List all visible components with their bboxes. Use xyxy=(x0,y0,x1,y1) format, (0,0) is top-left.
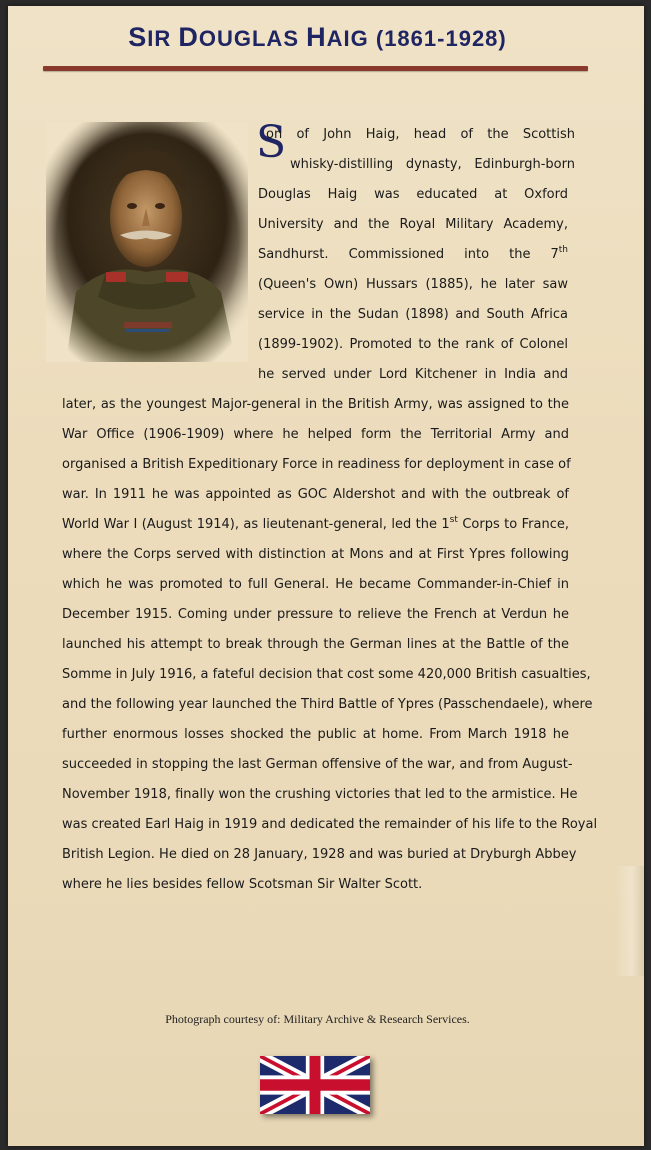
bio-line-21: further enormous losses shocked the public at home. From March 1918 he xyxy=(62,727,569,742)
bio-line-12: organised a British Expeditionary Force in readiness for deployment in case of xyxy=(62,457,571,472)
bio-line-16: which he was promoted to full General. He became Commander-in-Chief in xyxy=(62,577,569,592)
bio-line-8: (1899-1902). Promoted to the rank of Colonel xyxy=(258,337,568,352)
title-initial-d: D xyxy=(178,22,199,52)
page-title xyxy=(0,22,643,53)
union-jack-flag-icon xyxy=(260,1056,370,1114)
bio-line-24: was created Earl Haig in 1919 and dedicated the remainder of his life to the Royal xyxy=(62,817,598,832)
bio-line-3: Douglas Haig was educated at Oxford xyxy=(258,187,568,202)
union-jack-flag-graphic xyxy=(260,1056,370,1114)
bio-line-2: whisky-distilling dynasty, Edinburgh-born xyxy=(290,157,575,172)
bio-line-11: War Office (1906-1909) where he helped form the Territorial Army and xyxy=(62,427,569,442)
bio-line-13: war. In 1911 he was appointed as GOC Aldershot and with the outbreak of xyxy=(62,487,569,502)
title-part-ir: IR xyxy=(147,26,172,51)
bio-line-5 xyxy=(258,240,568,270)
bio-line-18: launched his attempt to break through the German lines at the Battle of the xyxy=(62,637,569,652)
portrait-of-douglas-haig xyxy=(46,122,248,362)
bio-line-5-superscript: th xyxy=(558,245,568,255)
bio-line-17: December 1915. Coming under pressure to relieve the French at Verdun he xyxy=(62,607,569,622)
bio-line-25: British Legion. He died on 28 January, 1928 and was buried at Dryburgh Abbey xyxy=(62,847,577,862)
bio-line-14-text-end: Corps to France, xyxy=(457,517,569,532)
title-dates: (1861-1928) xyxy=(375,26,507,51)
bio-line-1: on of John Haig, head of the Scottish xyxy=(266,127,575,142)
portrait-image xyxy=(46,122,248,362)
bio-line-23: November 1918, finally won the crushing victories that led to the armistice. He xyxy=(62,787,578,802)
bio-line-5-text: Sandhurst. Commissioned into the 7 xyxy=(258,247,559,262)
title-part-aig: AIG xyxy=(326,26,369,51)
bio-line-4: University and the Royal Military Academy, xyxy=(258,217,568,232)
bio-line-7: service in the Sudan (1898) and South Africa xyxy=(258,307,568,322)
drop-cap: S xyxy=(256,117,287,168)
bio-line-14 xyxy=(62,510,569,540)
bio-line-15: where the Corps served with distinction at Mons and at First Ypres following xyxy=(62,547,569,562)
title-initial-s: S xyxy=(128,22,148,52)
bio-line-19: Somme in July 1916, a fateful decision that cost some 420,000 British casualties, xyxy=(62,667,591,682)
bio-line-10: later, as the youngest Major-general in the British Army, was assigned to the xyxy=(62,397,569,412)
bio-line-14-superscript: st xyxy=(449,515,458,525)
bio-line-6: (Queen's Own) Hussars (1885), he later saw xyxy=(258,277,568,292)
photo-credit: Photograph courtesy of: Military Archive & Research Services. xyxy=(165,1012,470,1026)
title-part-ouglas: OUGLAS xyxy=(198,26,299,51)
bio-line-20: and the following year launched the Third Battle of Ypres (Passchendaele), where xyxy=(62,697,593,712)
title-initial-h: H xyxy=(306,22,327,52)
bio-line-14-text: World War I (August 1914), as lieutenant-general, led the 1 xyxy=(62,517,450,532)
bio-line-22: succeeded in stopping the last German offensive of the war, and from August- xyxy=(62,757,573,772)
bio-line-9: he served under Lord Kitchener in India and xyxy=(258,367,568,382)
title-divider xyxy=(43,66,588,71)
bio-line-26: where he lies besides fellow Scotsman Sir Walter Scott. xyxy=(62,877,423,892)
